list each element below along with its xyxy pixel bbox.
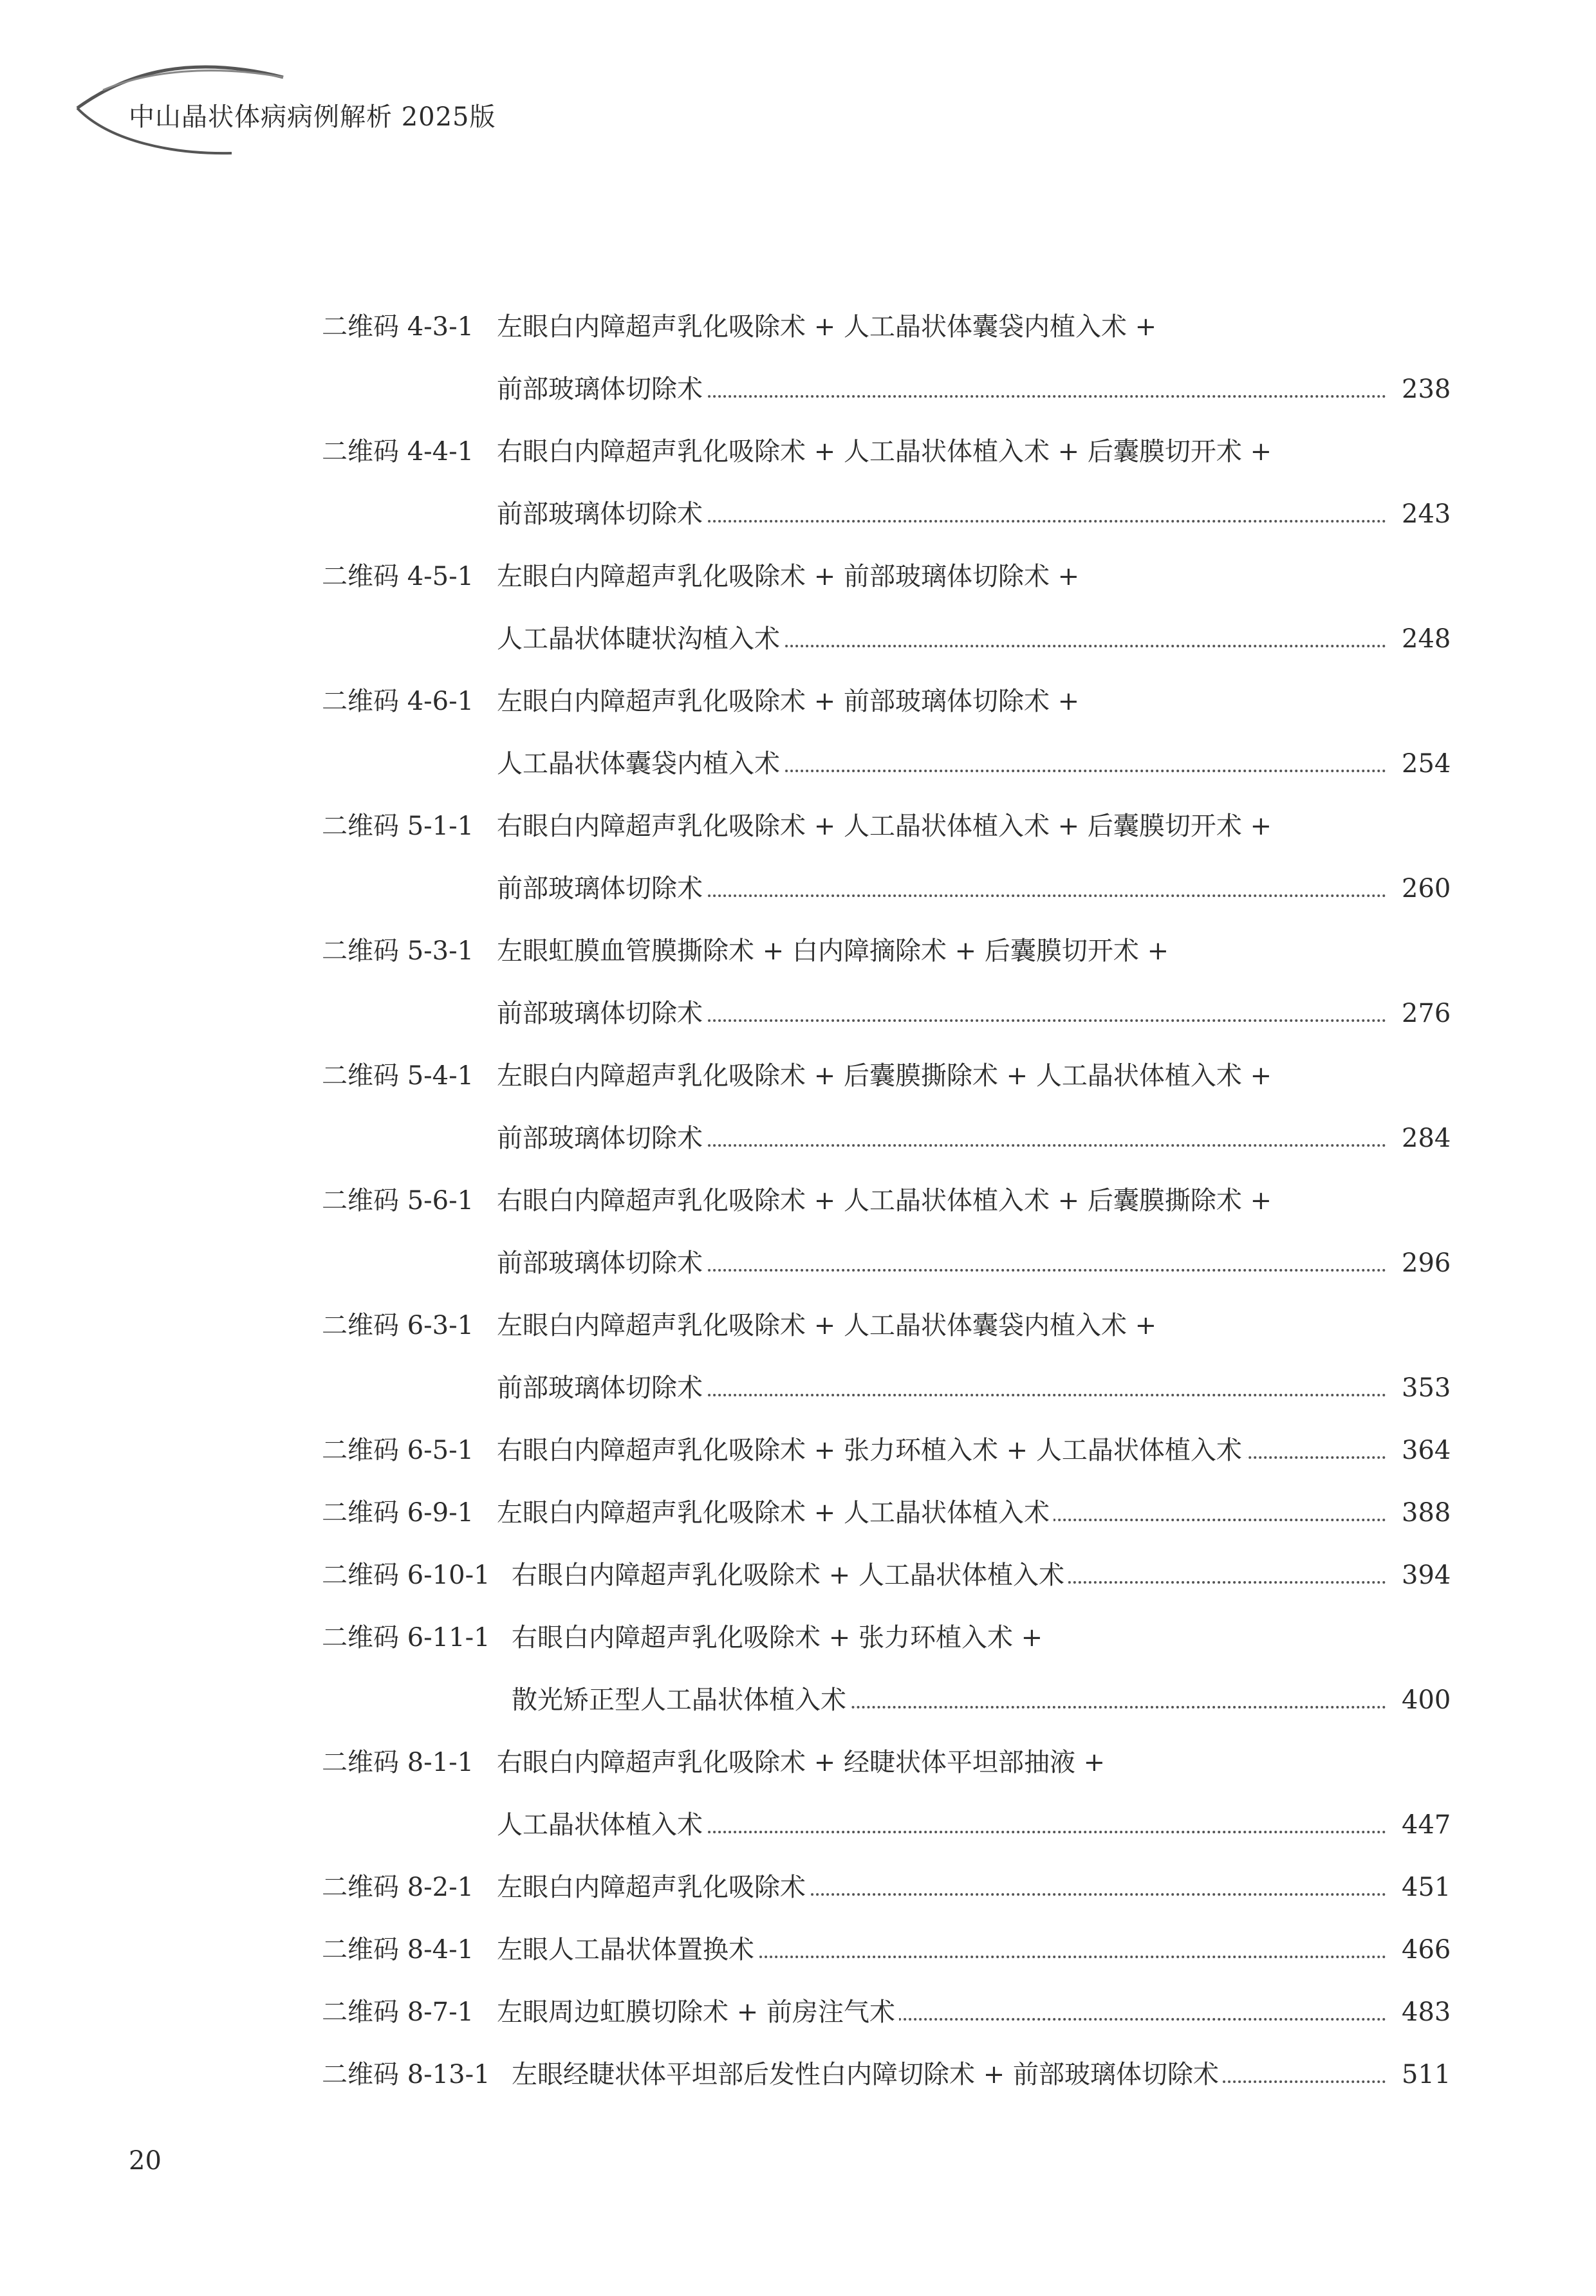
qr-code-label: 二维码 4-4-1 bbox=[322, 437, 474, 467]
entry-title: 前部玻璃体切除术 bbox=[497, 1119, 707, 1158]
toc-entry-line bbox=[0, 932, 1596, 970]
entry-page-number: 451 bbox=[1399, 1868, 1447, 1907]
entry-title: 右眼白内障超声乳化吸除术 + 经睫状体平坦部抽液 + bbox=[497, 1743, 1109, 1782]
entry-page-number: 364 bbox=[1399, 1431, 1447, 1470]
toc-entry-line bbox=[0, 370, 1596, 409]
page-number: 20 bbox=[129, 2146, 162, 2176]
toc-entry-line bbox=[0, 495, 1596, 533]
entry-page-number: 296 bbox=[1399, 1244, 1447, 1282]
toc-entry-line bbox=[0, 1806, 1596, 1844]
entry-title: 前部玻璃体切除术 bbox=[497, 869, 707, 908]
toc-entry-line bbox=[0, 807, 1596, 846]
toc-entry-line bbox=[0, 1618, 1596, 1657]
toc-entry-line bbox=[0, 994, 1596, 1033]
qr-code-label: 二维码 6-11-1 bbox=[322, 1623, 490, 1653]
entry-page-number: 394 bbox=[1399, 1556, 1447, 1595]
toc-entry-line bbox=[0, 1494, 1596, 1532]
toc-entry-line bbox=[0, 620, 1596, 658]
toc-entry-line bbox=[0, 1431, 1596, 1470]
toc-entry-line bbox=[0, 1556, 1596, 1595]
entry-title: 右眼白内障超声乳化吸除术 + 张力环植入术 + bbox=[512, 1618, 1046, 1657]
entry-title: 左眼白内障超声乳化吸除术 + 后囊膜撕除术 + 人工晶状体植入术 + bbox=[497, 1057, 1276, 1095]
entry-page-number: 447 bbox=[1399, 1806, 1447, 1844]
entry-title: 前部玻璃体切除术 bbox=[497, 1369, 707, 1407]
entry-title: 左眼白内障超声乳化吸除术 + 人工晶状体囊袋内植入术 + bbox=[497, 308, 1160, 346]
entry-page-number: 260 bbox=[1399, 869, 1447, 908]
qr-code-label: 二维码 8-4-1 bbox=[322, 1935, 474, 1965]
qr-code-label: 二维码 8-7-1 bbox=[322, 1997, 474, 2027]
entry-title: 前部玻璃体切除术 bbox=[497, 495, 707, 533]
qr-code-label: 二维码 5-1-1 bbox=[322, 811, 474, 841]
qr-code-label: 二维码 8-13-1 bbox=[322, 2060, 490, 2089]
entry-page-number: 276 bbox=[1399, 994, 1447, 1033]
toc-entry-line bbox=[0, 1057, 1596, 1095]
entry-page-number: 353 bbox=[1399, 1369, 1447, 1407]
entry-title: 前部玻璃体切除术 bbox=[497, 1244, 707, 1282]
entry-page-number: 511 bbox=[1399, 2055, 1447, 2094]
entry-title: 散光矫正型人工晶状体植入术 bbox=[512, 1681, 850, 1719]
entry-title: 右眼白内障超声乳化吸除术 + 人工晶状体植入术 bbox=[512, 1556, 1068, 1595]
qr-code-label: 二维码 6-5-1 bbox=[322, 1436, 474, 1465]
toc-entry-line bbox=[0, 1306, 1596, 1345]
toc-entry-line bbox=[0, 432, 1596, 471]
toc-entry-line bbox=[0, 1244, 1596, 1282]
entry-title: 左眼经睫状体平坦部后发性白内障切除术 + 前部玻璃体切除术 bbox=[512, 2055, 1223, 2094]
toc-entry-line bbox=[0, 308, 1596, 346]
toc-entry-line bbox=[0, 1181, 1596, 1220]
entry-page-number: 284 bbox=[1399, 1119, 1447, 1158]
entry-title: 右眼白内障超声乳化吸除术 + 人工晶状体植入术 + 后囊膜切开术 + bbox=[497, 432, 1276, 471]
toc-entry-line bbox=[0, 2055, 1596, 2094]
qr-code-label: 二维码 6-9-1 bbox=[322, 1498, 474, 1528]
toc-entry-line bbox=[0, 1681, 1596, 1719]
qr-code-label: 二维码 4-3-1 bbox=[322, 312, 474, 342]
qr-code-label: 二维码 8-2-1 bbox=[322, 1873, 474, 1902]
qr-code-label: 二维码 4-5-1 bbox=[322, 562, 474, 591]
entry-page-number: 388 bbox=[1399, 1494, 1447, 1532]
entry-title: 人工晶状体植入术 bbox=[497, 1806, 707, 1844]
entry-title: 左眼虹膜血管膜撕除术 + 白内障摘除术 + 后囊膜切开术 + bbox=[497, 932, 1173, 970]
entry-page-number: 238 bbox=[1399, 370, 1447, 409]
qr-code-label: 二维码 6-3-1 bbox=[322, 1311, 474, 1340]
entry-page-number: 466 bbox=[1399, 1930, 1447, 1969]
entry-title: 人工晶状体睫状沟植入术 bbox=[497, 620, 784, 658]
toc-entry-line bbox=[0, 682, 1596, 721]
entry-page-number: 243 bbox=[1399, 495, 1447, 533]
qr-code-label: 二维码 5-4-1 bbox=[322, 1061, 474, 1091]
entry-title: 右眼白内障超声乳化吸除术 + 张力环植入术 + 人工晶状体植入术 bbox=[497, 1431, 1246, 1470]
book-title: 中山晶状体病病例解析 2025版 bbox=[129, 102, 496, 132]
running-header bbox=[71, 58, 650, 174]
entry-title: 左眼白内障超声乳化吸除术 + 人工晶状体植入术 bbox=[497, 1494, 1053, 1532]
entry-title: 左眼周边虹膜切除术 + 前房注气术 bbox=[497, 1993, 899, 2032]
toc-entry-line bbox=[0, 869, 1596, 908]
entry-page-number: 483 bbox=[1399, 1993, 1447, 2032]
qr-code-label: 二维码 6-10-1 bbox=[322, 1560, 490, 1590]
toc-entry-line bbox=[0, 1743, 1596, 1782]
entry-title: 前部玻璃体切除术 bbox=[497, 370, 707, 409]
entry-title: 左眼白内障超声乳化吸除术 bbox=[497, 1868, 810, 1907]
qr-code-label: 二维码 4-6-1 bbox=[322, 687, 474, 716]
toc-entry-line bbox=[0, 1868, 1596, 1907]
entry-page-number: 400 bbox=[1399, 1681, 1447, 1719]
toc-entry-line bbox=[0, 1119, 1596, 1158]
entry-title: 右眼白内障超声乳化吸除术 + 人工晶状体植入术 + 后囊膜切开术 + bbox=[497, 807, 1276, 846]
toc-entry-line bbox=[0, 745, 1596, 783]
entry-title: 左眼白内障超声乳化吸除术 + 前部玻璃体切除术 + bbox=[497, 682, 1083, 721]
entry-title: 左眼人工晶状体置换术 bbox=[497, 1930, 758, 1969]
entry-title: 左眼白内障超声乳化吸除术 + 人工晶状体囊袋内植入术 + bbox=[497, 1306, 1160, 1345]
qr-code-label: 二维码 5-6-1 bbox=[322, 1186, 474, 1216]
entry-title: 左眼白内障超声乳化吸除术 + 前部玻璃体切除术 + bbox=[497, 557, 1083, 596]
toc-entry-line bbox=[0, 1993, 1596, 2032]
entry-title: 前部玻璃体切除术 bbox=[497, 994, 707, 1033]
qr-code-label: 二维码 8-1-1 bbox=[322, 1748, 474, 1777]
entry-page-number: 248 bbox=[1399, 620, 1447, 658]
entry-title: 人工晶状体囊袋内植入术 bbox=[497, 745, 784, 783]
entry-title: 右眼白内障超声乳化吸除术 + 人工晶状体植入术 + 后囊膜撕除术 + bbox=[497, 1181, 1276, 1220]
toc-entry-line bbox=[0, 1930, 1596, 1969]
toc-entry-line bbox=[0, 557, 1596, 596]
toc-entry-line bbox=[0, 1369, 1596, 1407]
qr-code-label: 二维码 5-3-1 bbox=[322, 936, 474, 966]
entry-page-number: 254 bbox=[1399, 745, 1447, 783]
